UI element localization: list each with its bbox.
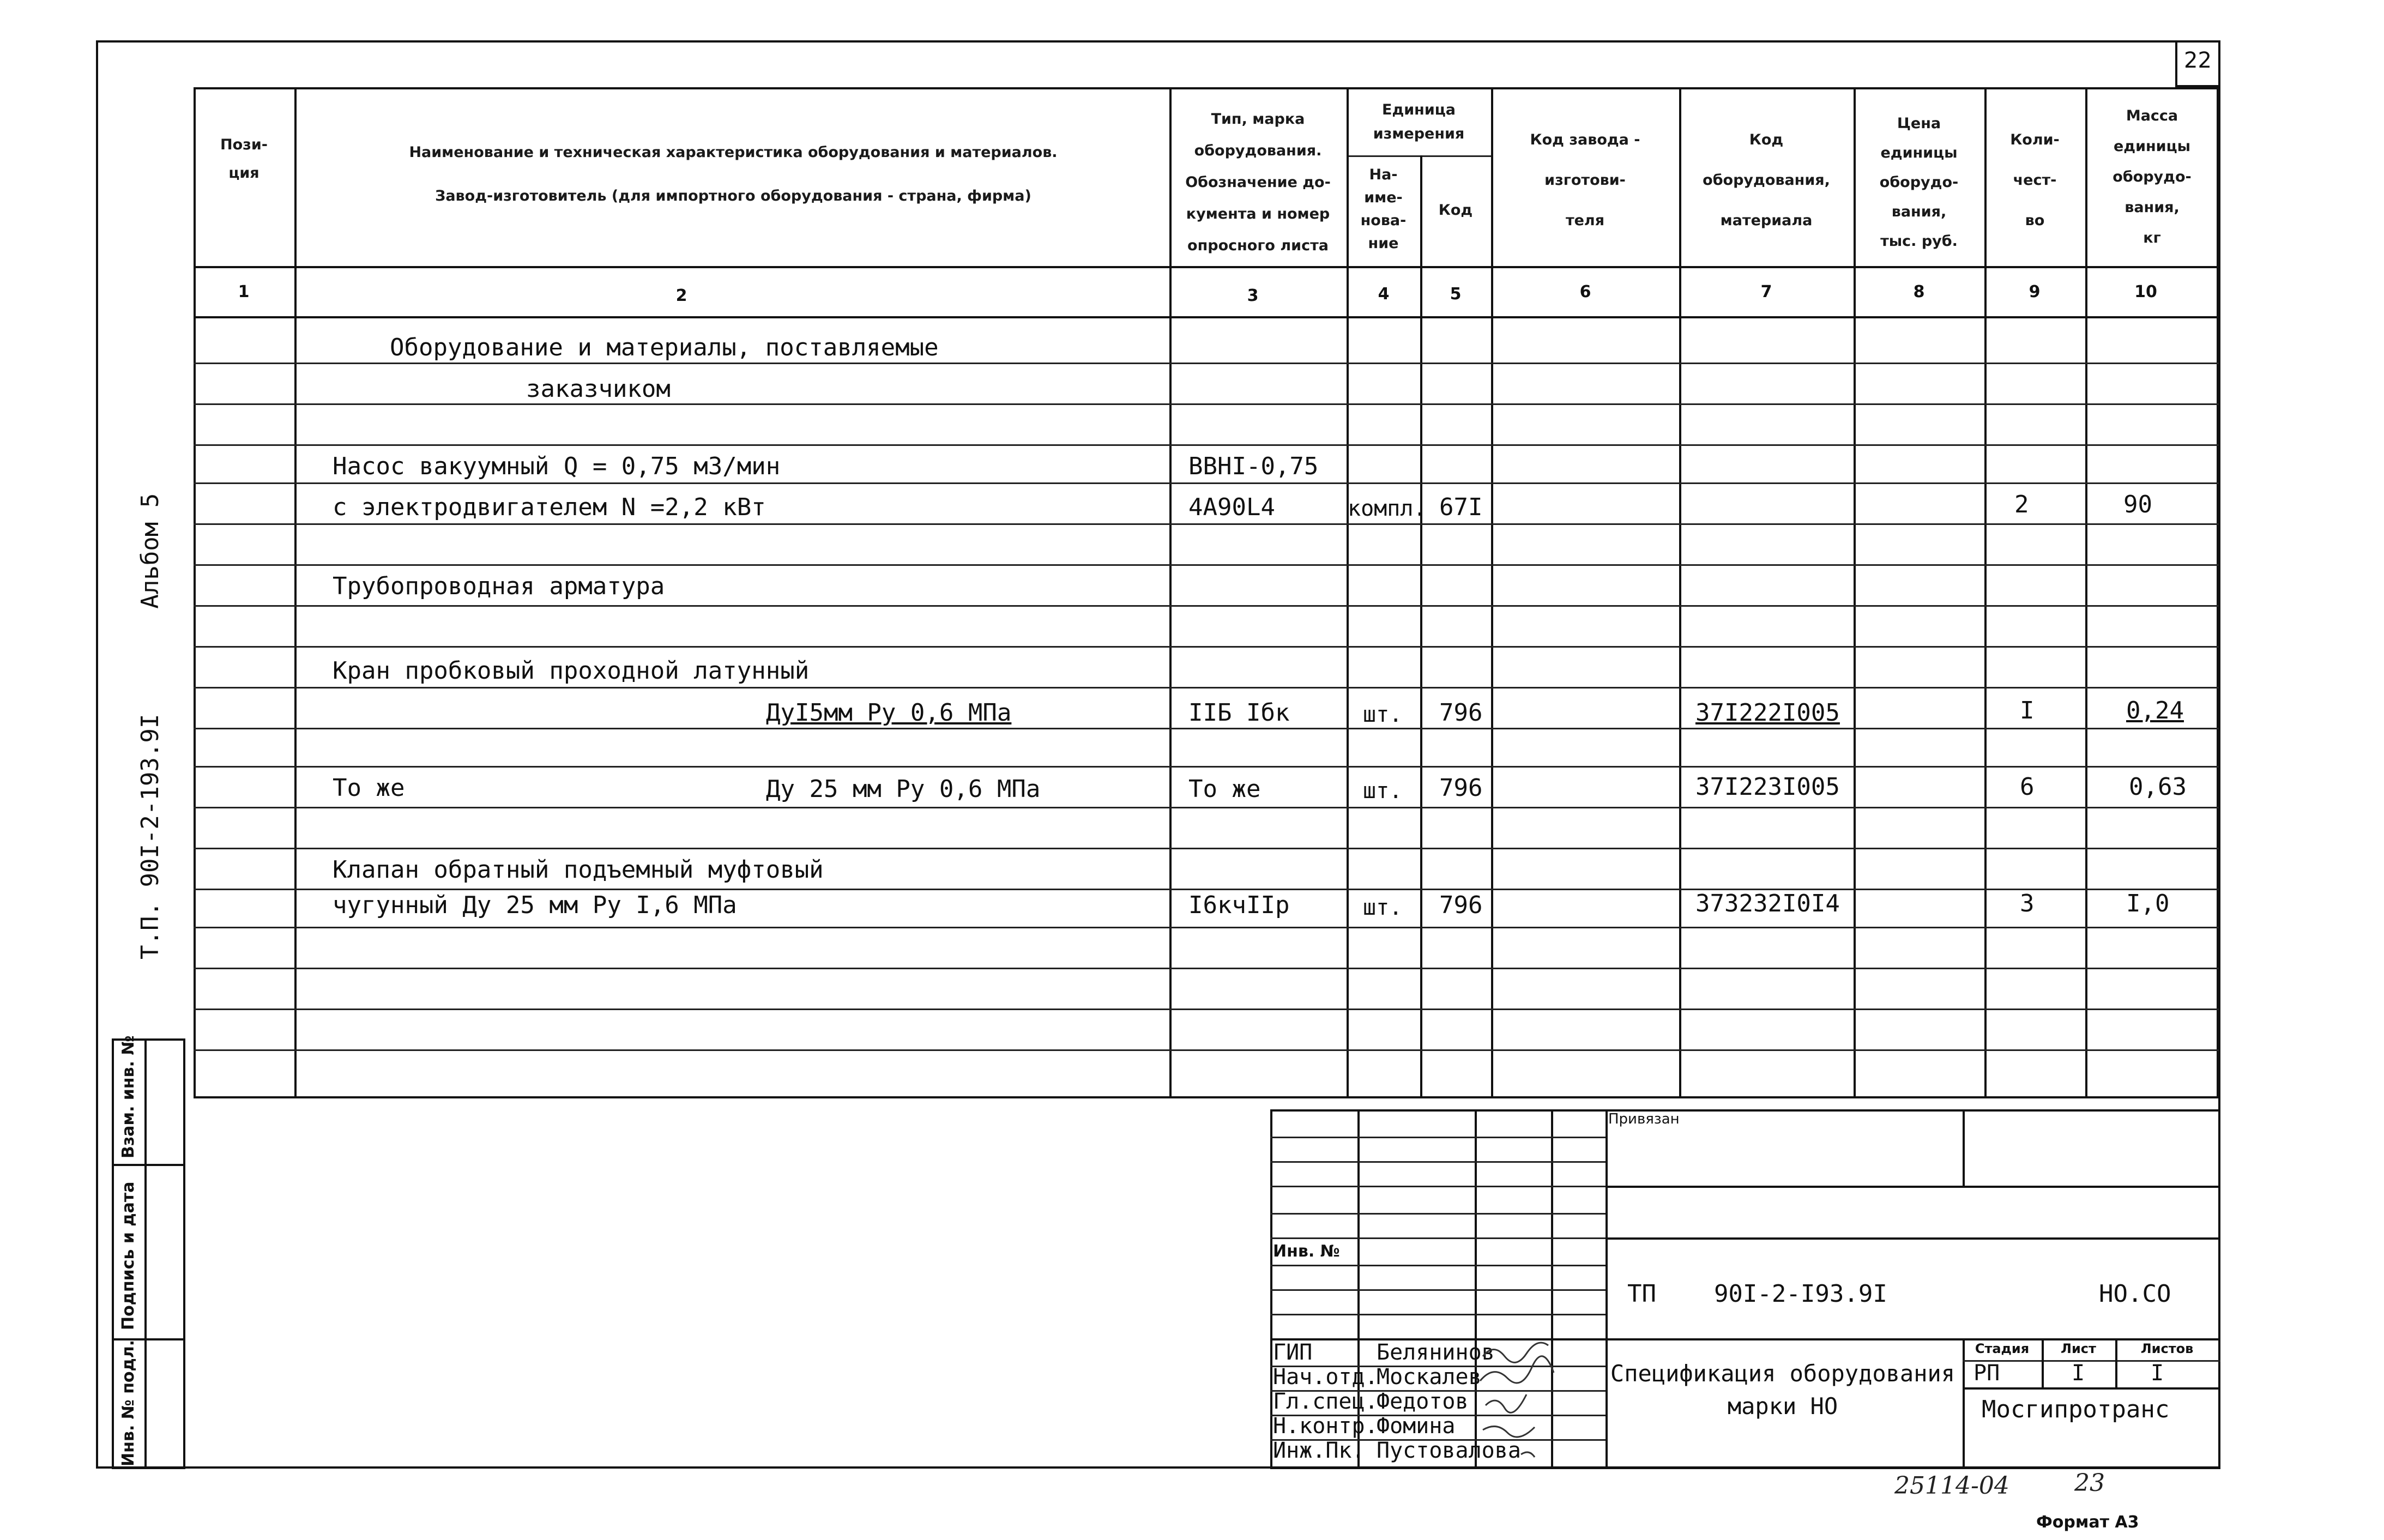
row-name: Клапан обратный подъемный муфтовый xyxy=(333,856,824,884)
row-qty: 2 xyxy=(2014,491,2029,518)
tb-row xyxy=(1270,1314,1606,1315)
unit-split-line xyxy=(1347,155,1491,157)
col-num-7: 7 xyxy=(1760,282,1772,301)
row-line xyxy=(194,564,2219,566)
tb-row xyxy=(1270,1137,1606,1138)
side-stamp-sep xyxy=(112,1164,185,1166)
tb-doc-code: ТП 90I-2-I93.9I xyxy=(1627,1280,1887,1308)
row-name-extra: Ду 25 мм Ру 0,6 МПа xyxy=(766,775,1041,803)
row-mass: 0,63 xyxy=(2129,773,2187,801)
tb-name: Пустовалова xyxy=(1377,1438,1521,1463)
row-name: заказчиком xyxy=(526,375,671,403)
row-unit-code: 796 xyxy=(1439,891,1483,919)
row-line xyxy=(194,523,2219,525)
col-num-6: 6 xyxy=(1579,282,1591,301)
row-line xyxy=(194,1049,2219,1051)
row-code: 37I222I005 xyxy=(1695,699,1840,727)
tb-row xyxy=(1270,1265,1606,1266)
col-line-1 xyxy=(294,87,297,1098)
tb-role: Н.контр. xyxy=(1273,1414,1378,1439)
tb-name: Москалев xyxy=(1377,1364,1482,1390)
tb-row xyxy=(1270,1161,1606,1163)
row-qty: I xyxy=(2020,697,2035,724)
row-unit: компл. xyxy=(1348,496,1427,521)
row-name: ДуI5мм Ру 0,6 МПа xyxy=(766,699,1012,727)
row-name: Кран пробковый проходной латунный xyxy=(333,657,810,685)
bottom-page: 23 xyxy=(2074,1469,2105,1497)
tb-stage-bottom xyxy=(1963,1387,2220,1390)
row-mass: I,0 xyxy=(2126,890,2170,917)
format-label: Формат А3 xyxy=(2036,1513,2139,1532)
row-name: с электродвигателем N =2,2 кВт xyxy=(333,493,766,521)
row-type: IIБ Iбк xyxy=(1188,699,1290,727)
sheets-value: I xyxy=(2151,1361,2164,1386)
row-unit-code: 67I xyxy=(1439,493,1483,521)
row-unit-code: 796 xyxy=(1439,699,1483,727)
col-num-3: 3 xyxy=(1247,286,1259,305)
row-code: 37I223I005 xyxy=(1695,773,1840,801)
col-num-8: 8 xyxy=(1913,282,1925,301)
tb-role: Инж.Пк. xyxy=(1273,1438,1365,1463)
col-num-9: 9 xyxy=(2029,282,2041,301)
tb-sheet-code: НО.СО xyxy=(2099,1280,2171,1308)
privyazan-label: Привязан xyxy=(1608,1111,1680,1127)
signature-marks xyxy=(1477,1340,1559,1465)
hdr-col2: Наименование и техническая характеристика оборудования и материалов. Завод-изготовитель (для импортного оборудования - страна, фирма) xyxy=(409,144,1058,204)
tb-row xyxy=(1270,1289,1606,1291)
row-type: ВВНI-0,75 xyxy=(1188,452,1319,480)
bottom-code: 25114-04 xyxy=(1894,1472,2009,1500)
row-unit-code: 796 xyxy=(1439,774,1483,802)
hdr-col4: На- име- нова- ние xyxy=(1360,166,1407,252)
tb-name: Белянинов xyxy=(1377,1340,1495,1365)
row-mass: 90 xyxy=(2123,491,2152,518)
sheets-label: Листов xyxy=(2140,1341,2194,1356)
row-mass: 0,24 xyxy=(2126,697,2184,724)
hdr-col10: Масса единицы оборудо- вания, кг xyxy=(2113,107,2192,246)
org-name: Мосгипротранс xyxy=(1982,1396,2170,1423)
row-line xyxy=(194,444,2219,446)
tb-code-top xyxy=(1606,1237,2220,1240)
row-code: 373232I0I4 xyxy=(1695,890,1840,917)
hdr-col8: Цена единицы оборудо- вания, тыс. руб. xyxy=(1879,115,1959,250)
tb-name: Фомина xyxy=(1377,1414,1456,1439)
row-name: Трубопроводная арматура xyxy=(333,572,665,600)
tb-role: Нач.отд. xyxy=(1273,1364,1378,1390)
header-bottom-line xyxy=(194,266,2219,268)
tb-row xyxy=(1270,1237,1606,1239)
row-line xyxy=(194,968,2219,969)
side-stamp-divider xyxy=(144,1038,147,1469)
row-line xyxy=(194,848,2219,849)
sheet-value: I xyxy=(2072,1361,2085,1386)
row-unit: шт. xyxy=(1363,702,1403,727)
row-line xyxy=(194,889,2219,890)
hdr-col6: Код завода - изготови- теля xyxy=(1530,131,1640,229)
tb-privyazan-split xyxy=(1963,1109,1965,1186)
row-line xyxy=(194,927,2219,928)
page-number: 22 xyxy=(2184,48,2212,73)
hdr-col9: Коли- чест- во xyxy=(2010,131,2060,229)
hdr-col3: Тип, марка оборудования. Обозначение до- кумента и номер опросного листа xyxy=(1185,111,1331,254)
tb-privyazan-bottom xyxy=(1606,1186,2220,1188)
hdr-col5: Код xyxy=(1438,202,1473,219)
tb-row xyxy=(1270,1186,1606,1187)
col-num-2: 2 xyxy=(675,286,687,305)
row-line xyxy=(194,687,2219,689)
col-line-4 xyxy=(1420,155,1422,1098)
col-num-5: 5 xyxy=(1450,285,1462,304)
row-line xyxy=(194,728,2219,729)
row-name: То же xyxy=(333,774,405,802)
sign-date-label: Подпись и дата xyxy=(119,1181,138,1330)
row-qty: 6 xyxy=(2020,773,2035,801)
row-qty: 3 xyxy=(2020,890,2035,917)
replace-inv-label: Взам. инв. № xyxy=(119,1035,138,1158)
inv-no-label: Инв. № xyxy=(1273,1242,1340,1261)
col-num-10: 10 xyxy=(2134,282,2157,301)
row-type: 4А90L4 xyxy=(1188,493,1275,521)
hdr-unit-top: Единица измерения xyxy=(1373,101,1465,142)
row-unit: шт. xyxy=(1363,778,1403,804)
row-line xyxy=(194,403,2219,405)
row-line xyxy=(194,605,2219,607)
tb-right-split xyxy=(1963,1338,1965,1469)
row-type: То же xyxy=(1188,775,1261,803)
row-name: чугунный Ду 25 мм Ру I,6 МПа xyxy=(333,891,737,919)
stage-value: РП xyxy=(1973,1361,2000,1386)
tb-row xyxy=(1270,1213,1606,1215)
row-line xyxy=(194,363,2219,364)
row-name: Насос вакуумный Q = 0,75 м3/мин xyxy=(333,452,781,480)
row-unit: шт. xyxy=(1363,895,1403,920)
tb-stage-label-line xyxy=(1963,1360,2220,1362)
sheet-label: Лист xyxy=(2061,1341,2096,1356)
numbers-bottom-line xyxy=(194,316,2219,318)
row-line xyxy=(194,1008,2219,1010)
col-num-4: 4 xyxy=(1378,285,1390,304)
inv-orig-label: Инв. № подл. xyxy=(119,1339,138,1466)
row-line xyxy=(194,482,2219,484)
tb-role: Гл.спец. xyxy=(1273,1389,1378,1414)
row-name: Оборудование и материалы, поставляемые xyxy=(390,334,939,361)
row-type: I6кчIIр xyxy=(1188,891,1290,919)
hdr-col1: Пози- ция xyxy=(220,136,268,182)
stage-label: Стадия xyxy=(1975,1341,2030,1356)
row-line xyxy=(194,766,2219,768)
tb-title: Спецификация оборудования марки НО xyxy=(1610,1360,1956,1420)
col-num-1: 1 xyxy=(238,282,250,301)
row-line xyxy=(194,807,2219,808)
doc-code-vertical: Т.П. 90I-2-193.9I Альбом 5 xyxy=(136,493,164,959)
row-line xyxy=(194,646,2219,648)
tb-col xyxy=(1606,1109,1608,1469)
tb-name: Федотов xyxy=(1377,1389,1469,1414)
hdr-col7: Код оборудования, материала xyxy=(1703,131,1830,229)
tb-role: ГИП xyxy=(1273,1340,1313,1365)
